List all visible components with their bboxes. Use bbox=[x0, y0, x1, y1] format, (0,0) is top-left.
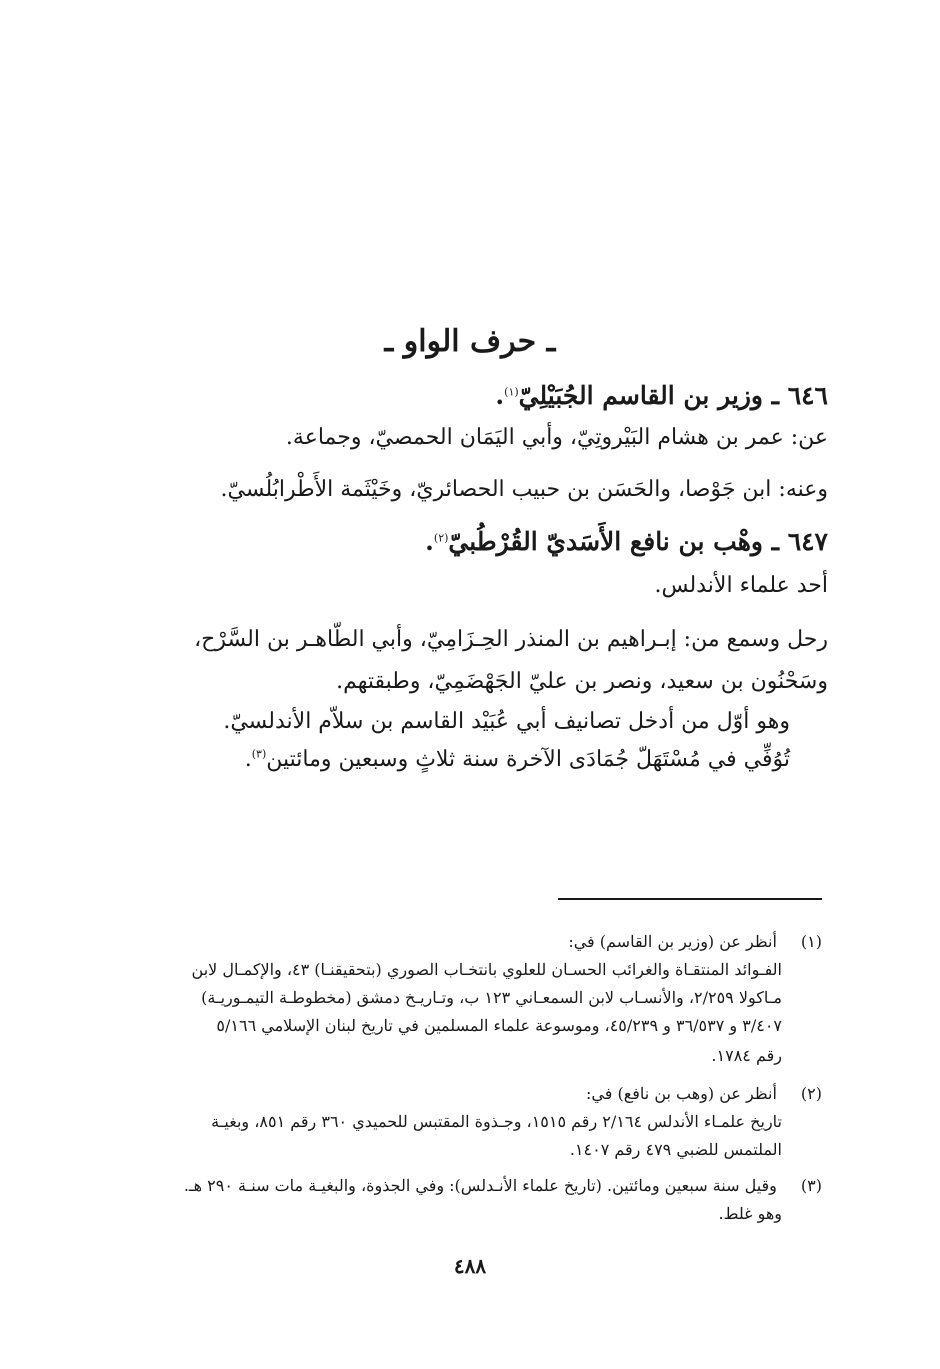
footnote-3 bbox=[110, 1172, 822, 1200]
footnote-line: الملتمس للضبي ٤٧٩ رقم ١٤٠٧. bbox=[569, 1140, 782, 1159]
entry-line: وهو أوّل من أدخل تصانيف أبي عُبَيْد القاسم بن سلاّم الأندلسيّ. bbox=[223, 709, 790, 734]
entry-line: أحد علماء الأندلس. bbox=[654, 573, 828, 598]
entry-line-end: . bbox=[244, 747, 252, 772]
entry-heading-end: . bbox=[425, 527, 434, 556]
footnote-line: الفـوائد المنتقـاة والغرائب الحسـان للعلوي بانتخـاب الصوري (بتحقيقنـا) ٤٣، والإكمـال لابن bbox=[191, 960, 782, 979]
entry-line: رحل وسمع من: إبـراهيم بن المنذر الحِـزَامِيّ، وأبي الطّاهـر بن السَّرْح، bbox=[194, 627, 828, 652]
footnote-ref-3[interactable]: (٣) bbox=[251, 747, 267, 761]
entry-line: عن: عمر بن هشام البَيْروتِيّ، وأبي اليَمَان الحمصيّ، وجماعة. bbox=[285, 425, 828, 450]
entry-heading-end: . bbox=[495, 381, 505, 410]
entry-line: وعنه: ابن جَوْصا، والحَسَن بن حبيب الحصائريّ، وخَيْثَمة الأَطْرابُلُسيّ. bbox=[220, 477, 828, 502]
entry-heading-text: ٦٤٧ ـ وهْب بن نافع الأَسَديّ القُرْطُبيّ bbox=[448, 527, 828, 556]
entry-heading-646 bbox=[112, 378, 828, 416]
footnote-line: ٣/٤٠٧ و ٣٦/٥٣٧ و ٤٥/٢٣٩، وموسوعة علماء المسلمين في تاريخ لبنان الإسلامي ٥/١٦٦ bbox=[216, 1016, 782, 1035]
entry-heading-text: ٦٤٦ ـ وزير بن القاسم الجُبَيْلِيّ bbox=[518, 381, 828, 410]
footnote-ref-1[interactable]: (١) bbox=[504, 385, 519, 399]
footnote-number: (١) bbox=[800, 932, 822, 951]
footnote-line: أنظر عن (وزير بن القاسم) في: bbox=[568, 932, 777, 951]
footnote-line: وهو غلط. bbox=[718, 1204, 782, 1223]
entry-last-line bbox=[112, 742, 790, 778]
page-number: ٤٨٨ bbox=[453, 1254, 487, 1278]
footnote-number: (٢) bbox=[800, 1084, 822, 1103]
entry-heading-647 bbox=[112, 524, 828, 562]
footnote-number: (٣) bbox=[800, 1176, 822, 1195]
footnote-line: تاريخ علمـاء الأندلس ٢/١٦٤ رقم ١٥١٥، وجـذوة المقتبس للحميدي ٣٦٠ رقم ٨٥١، وبغيـة bbox=[211, 1112, 782, 1131]
footnote-line: وقيل سنة سبعين ومائتين. (تاريخ علماء الأنـدلس): وفي الجذوة، والبغيـة مات سنـة ٢٩٠ هـ. bbox=[183, 1176, 777, 1195]
footnote-line: مـاكولا ٢/٢٥٩، والأنسـاب لابن السمعـاني ١٢٣ ب، وتـاريـخ دمشق (مخطوطـة التيمـوريـة) bbox=[201, 988, 782, 1007]
section-title: ـ حرف الواو ـ bbox=[384, 324, 556, 359]
footnote-line: رقم ١٧٨٤. bbox=[711, 1046, 782, 1065]
footnote-line: أنظر عن (وهب بن نافع) في: bbox=[586, 1084, 777, 1103]
footnote-ref-2[interactable]: (٢) bbox=[433, 531, 449, 545]
entry-line: وسَحْنُون بن سعيد، ونصر بن عليّ الجَهْضَمِيّ، وطبقتهم. bbox=[336, 669, 828, 694]
footnote-1 bbox=[110, 928, 822, 956]
entry-line: تُوُفِّي في مُسْتَهَلّ جُمَادَى الآخرة سنة ثلاثٍ وسبعين ومائتين bbox=[266, 747, 790, 772]
footnote-2 bbox=[110, 1080, 822, 1108]
footnote-separator bbox=[558, 898, 822, 900]
